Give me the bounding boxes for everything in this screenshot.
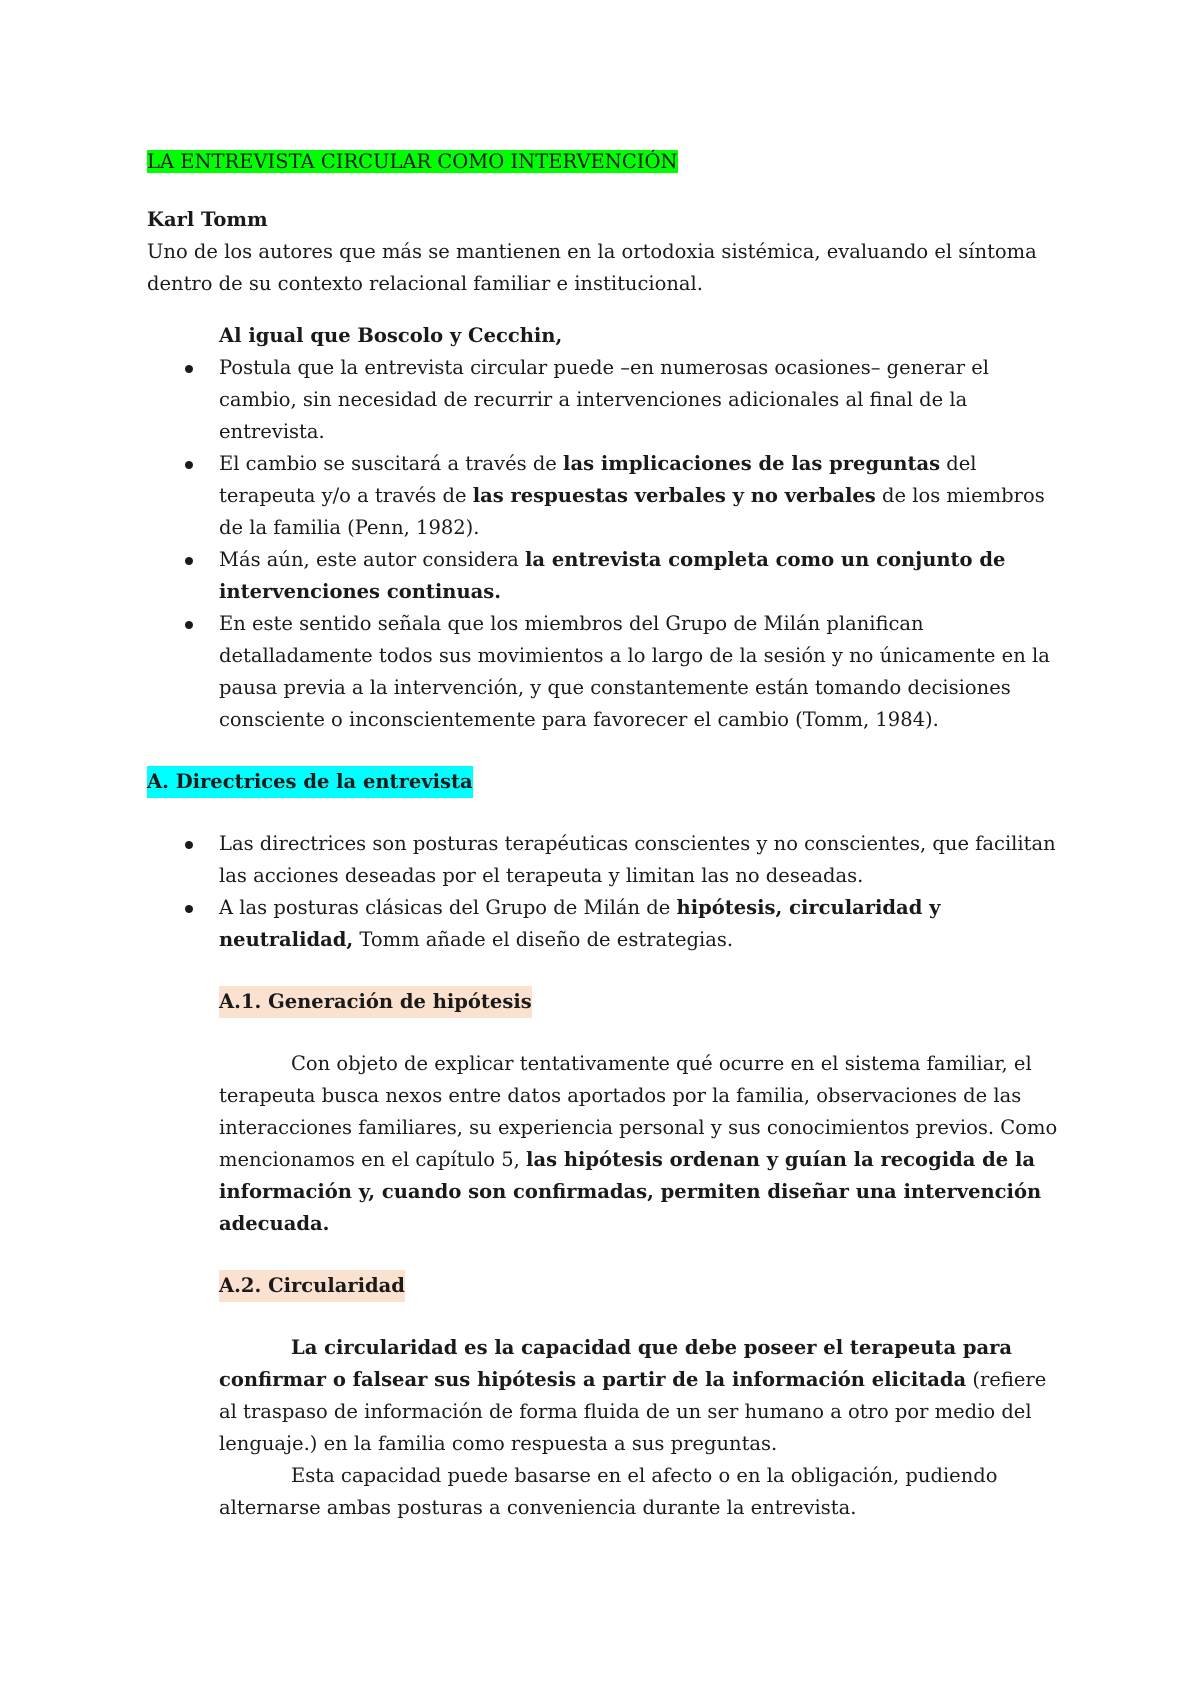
spacer xyxy=(147,1018,1067,1048)
bold-text: la entrevista completa como un conjunto de intervenciones continuas. xyxy=(219,548,1006,603)
list-item xyxy=(147,892,1067,956)
bullet-text: A las posturas clásicas del Grupo de Milán de xyxy=(219,896,677,919)
bullet-text: del terapeuta y/o a través de xyxy=(219,452,977,507)
document-page xyxy=(147,146,1067,1524)
bold-text: las hipótesis ordenan y guían la recogida de la información y, cuando son confirmadas, permiten diseñar una intervención adecuada. xyxy=(219,1148,1042,1235)
paragraph-text: (refiere al traspaso de información de forma fluida de un ser humano a otro por medio del lenguaje.) en la familia como respuesta a sus preguntas. xyxy=(219,1368,1047,1455)
bullet-list-2 xyxy=(147,828,1067,956)
spacer xyxy=(147,1302,1067,1332)
bullet-text: En este sentido señala que los miembros del Grupo de Milán planifican detalladamente todos sus movimientos a lo largo de la sesión y no únicamente en la pausa previa a la intervención, y que constantemente están tomando decisiones consciente o inconscientemente para favorecer el cambio (Tomm, 1984). xyxy=(219,612,1050,731)
bold-text: La circularidad es la capacidad que debe poseer el terapeuta para confirmar o falsear sus hipótesis a partir de la información elicitada xyxy=(219,1336,1013,1391)
bold-text: las implicaciones de las preguntas xyxy=(563,452,941,475)
list-item xyxy=(147,828,1067,892)
a2-paragraph-2: Esta capacidad puede basarse en el afecto o en la obligación, pudiendo alternarse ambas posturas a conveniencia durante la entrevista. xyxy=(219,1464,998,1519)
section-a2-title: A.2. Circularidad xyxy=(219,1270,405,1302)
intro-paragraph: Uno de los autores que más se mantienen en la ortodoxia sistémica, evaluando el síntoma dentro de su contexto relacional familiar e institucional. xyxy=(147,240,1037,295)
spacer xyxy=(147,1240,1067,1270)
bullet-text: El cambio se suscitará a través de xyxy=(219,452,564,475)
bullet-text: Más aún, este autor considera xyxy=(219,548,525,571)
spacer xyxy=(147,736,1067,766)
bullet-text: de los miembros de la familia (Penn, 1982). xyxy=(219,484,1045,539)
author-name: Karl Tomm xyxy=(147,208,268,231)
a2-paragraph xyxy=(219,1332,1067,1460)
bullet-list-1 xyxy=(147,352,1067,736)
section-a1-title: A.1. Generación de hipótesis xyxy=(219,986,532,1018)
spacer xyxy=(147,956,1067,986)
bullet-text: Tomm añade el diseño de estrategias. xyxy=(353,928,734,951)
document-title xyxy=(147,146,1067,178)
bullet-text: Postula que la entrevista circular puede –en numerosas ocasiones– generar el cambio, sin necesidad de recurrir a intervenciones adicionales al final de la entrevista. xyxy=(219,356,990,443)
list-item xyxy=(147,544,1067,608)
section-a-title: A. Directrices de la entrevista xyxy=(147,766,473,798)
spacer xyxy=(147,300,1067,320)
section-a-heading xyxy=(147,766,1067,798)
list-item xyxy=(147,448,1067,544)
paragraph-text: Con objeto de explicar tentativamente qué ocurre en el sistema familiar, el terapeuta busca nexos entre datos aportados por la familia, observaciones de las interacciones familiares, su experiencia personal y sus conocimientos previos. Como mencionamos en el capítulo 5, xyxy=(219,1052,1058,1171)
section-a2-heading xyxy=(219,1270,1067,1302)
a1-paragraph xyxy=(219,1048,1067,1240)
list-item xyxy=(147,608,1067,736)
list-item xyxy=(147,352,1067,448)
bullet-text: Las directrices son posturas terapéuticas conscientes y no conscientes, que facilitan las acciones deseadas por el terapeuta y limitan las no deseadas. xyxy=(219,832,1056,887)
section-a1-heading xyxy=(219,986,1067,1018)
title-text: LA ENTREVISTA CIRCULAR COMO INTERVENCIÓN xyxy=(147,150,678,173)
bold-text: hipótesis, circularidad y neutralidad, xyxy=(219,896,941,951)
bold-text: las respuestas verbales y no verbales xyxy=(472,484,876,507)
lead-line: Al igual que Boscolo y Cecchin, xyxy=(219,324,563,347)
spacer xyxy=(147,798,1067,828)
